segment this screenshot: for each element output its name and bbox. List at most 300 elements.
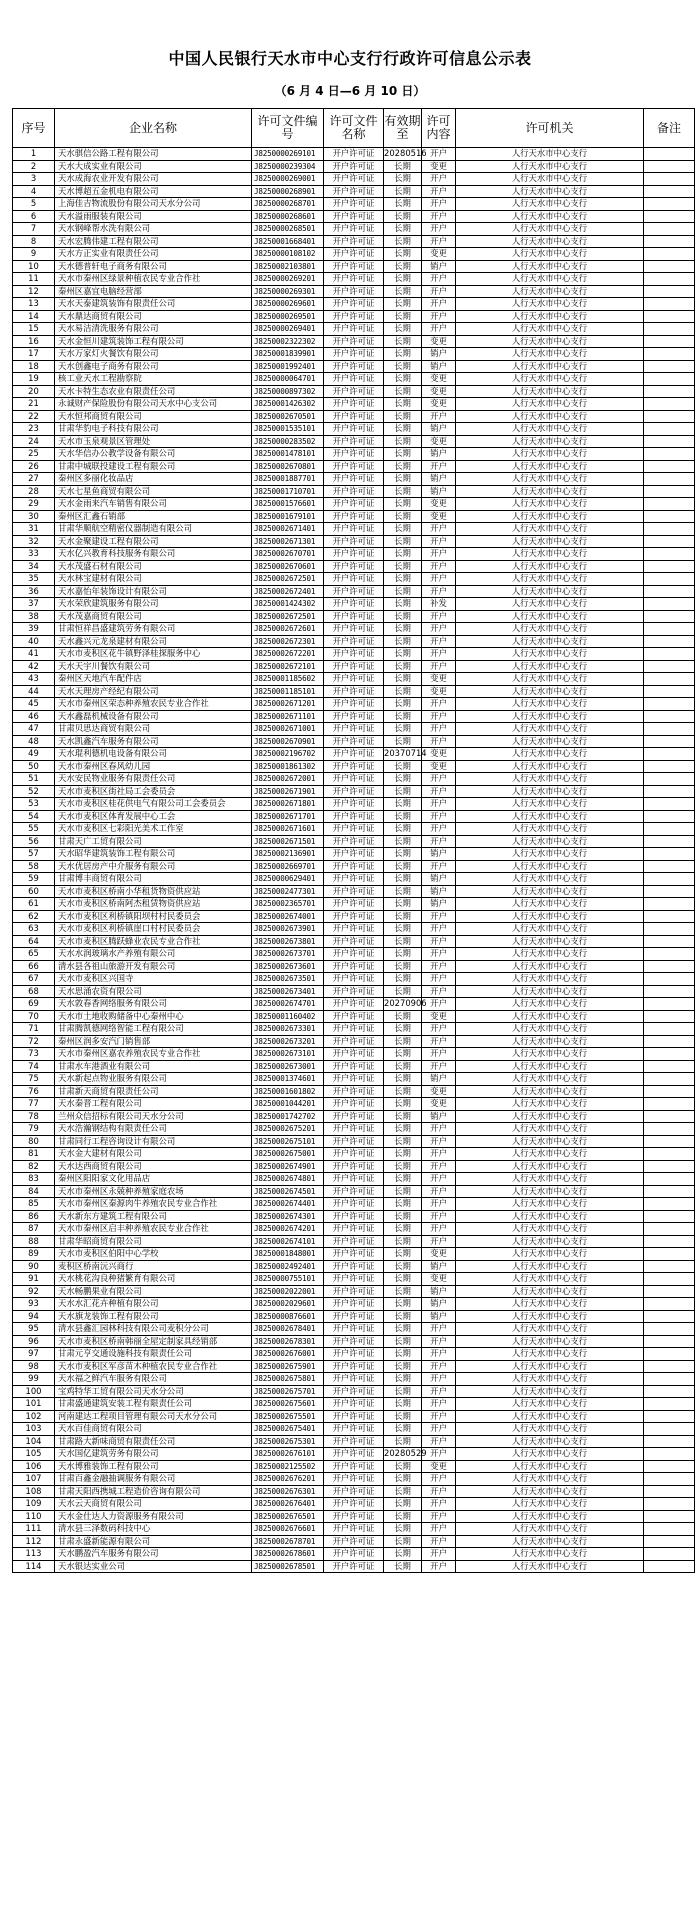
- row-company: 天水宏腾伟建工程有限公司: [55, 235, 252, 248]
- row-remark: [644, 1123, 695, 1136]
- row-company: 兰州众信招标有限公司天水分公司: [55, 1110, 252, 1123]
- row-seq: 24: [13, 435, 55, 448]
- row-seq: 10: [13, 260, 55, 273]
- table-row: [13, 748, 695, 761]
- row-permit-name: 开户许可证: [324, 1398, 384, 1411]
- table-row: [13, 985, 695, 998]
- row-remark: [644, 1210, 695, 1223]
- row-authority: 人行天水市中心支行: [456, 1135, 644, 1148]
- row-remark: [644, 1285, 695, 1298]
- table-row: [13, 835, 695, 848]
- row-valid-until: 长期: [384, 1160, 422, 1173]
- table-row: [13, 623, 695, 636]
- row-seq: 8: [13, 235, 55, 248]
- row-valid-until: 长期: [384, 1473, 422, 1486]
- row-authority: 人行天水市中心支行: [456, 1035, 644, 1048]
- row-company: 天水溢雨服装有限公司: [55, 210, 252, 223]
- row-permit-number: J8250002672601: [252, 623, 324, 636]
- row-company: 天水市秦州区春风幼儿园: [55, 760, 252, 773]
- table-row: [13, 1560, 695, 1573]
- table-row: [13, 935, 695, 948]
- row-authority: 人行天水市中心支行: [456, 1373, 644, 1386]
- row-authority: 人行天水市中心支行: [456, 1523, 644, 1536]
- row-permit-number: J8250001992401: [252, 360, 324, 373]
- row-remark: [644, 448, 695, 461]
- row-permit-content: 开户: [422, 1048, 456, 1061]
- row-permit-content: 开户: [422, 1423, 456, 1436]
- row-permit-content: 开户: [422, 298, 456, 311]
- row-valid-until: 长期: [384, 210, 422, 223]
- row-permit-name: 开户许可证: [324, 1023, 384, 1036]
- row-seq: 47: [13, 723, 55, 736]
- row-permit-name: 开户许可证: [324, 873, 384, 886]
- row-remark: [644, 1373, 695, 1386]
- row-company: 天水市秦州区秦源肉牛养殖农民专业合作社: [55, 1198, 252, 1211]
- row-permit-content: 销户: [422, 898, 456, 911]
- row-permit-content: 开户: [422, 910, 456, 923]
- row-company: 宝鸡特华工贸有限公司天水分公司: [55, 1385, 252, 1398]
- row-permit-name: 开户许可证: [324, 698, 384, 711]
- row-permit-number: J8250002678501: [252, 1560, 324, 1573]
- row-seq: 60: [13, 885, 55, 898]
- table-row: [13, 185, 695, 198]
- row-company: 核工业天水工程勘察院: [55, 373, 252, 386]
- row-remark: [644, 1010, 695, 1023]
- row-valid-until: 长期: [384, 323, 422, 336]
- row-permit-content: 开户: [422, 1135, 456, 1148]
- row-company: 天水市秦州区绿景种植农民专业合作社: [55, 273, 252, 286]
- row-permit-name: 开户许可证: [324, 1260, 384, 1273]
- row-permit-content: 开户: [422, 235, 456, 248]
- row-valid-until: 长期: [384, 673, 422, 686]
- table-row: [13, 298, 695, 311]
- row-permit-name: 开户许可证: [324, 585, 384, 598]
- row-permit-content: 变更: [422, 385, 456, 398]
- row-permit-name: 开户许可证: [324, 960, 384, 973]
- row-company: 天水金恒川建筑装饰工程有限公司: [55, 335, 252, 348]
- row-authority: 人行天水市中心支行: [456, 248, 644, 261]
- row-company: 天水市秦州区永兢种养殖家庭农场: [55, 1185, 252, 1198]
- row-permit-content: 变更: [422, 1098, 456, 1111]
- table-row: [13, 473, 695, 486]
- row-remark: [644, 560, 695, 573]
- row-authority: 人行天水市中心支行: [456, 798, 644, 811]
- row-permit-number: J8250002674701: [252, 998, 324, 1011]
- row-authority: 人行天水市中心支行: [456, 610, 644, 623]
- row-permit-number: J8250002674501: [252, 1185, 324, 1198]
- row-permit-name: 开户许可证: [324, 1098, 384, 1111]
- row-authority: 人行天水市中心支行: [456, 523, 644, 536]
- row-valid-until: 长期: [384, 1498, 422, 1511]
- row-permit-number: J8250000268501: [252, 223, 324, 236]
- row-authority: 人行天水市中心支行: [456, 860, 644, 873]
- table-row: [13, 460, 695, 473]
- row-company: 天水市麦积区伯阳中心学校: [55, 1248, 252, 1261]
- row-seq: 55: [13, 823, 55, 836]
- row-permit-number: J8250002676601: [252, 1523, 324, 1536]
- row-authority: 人行天水市中心支行: [456, 348, 644, 361]
- row-permit-number: J8250002678301: [252, 1335, 324, 1348]
- row-authority: 人行天水市中心支行: [456, 1298, 644, 1311]
- row-remark: [644, 1173, 695, 1186]
- row-remark: [644, 860, 695, 873]
- row-permit-name: 开户许可证: [324, 860, 384, 873]
- row-remark: [644, 1410, 695, 1423]
- row-remark: [644, 1385, 695, 1398]
- row-seq: 9: [13, 248, 55, 261]
- row-remark: [644, 648, 695, 661]
- header-authority: 许可机关: [456, 109, 644, 148]
- row-authority: 人行天水市中心支行: [456, 323, 644, 336]
- row-permit-content: 开户: [422, 173, 456, 186]
- row-permit-content: 开户: [422, 648, 456, 661]
- row-company: 甘肃天阳西携城工程造价咨询有限公司: [55, 1485, 252, 1498]
- table-row: [13, 798, 695, 811]
- row-permit-number: J8250002676401: [252, 1498, 324, 1511]
- row-valid-until: 长期: [384, 285, 422, 298]
- row-permit-content: 变更: [422, 673, 456, 686]
- row-valid-until: 长期: [384, 1485, 422, 1498]
- row-permit-content: 开户: [422, 1535, 456, 1548]
- row-company: 天水林宝建材有限公司: [55, 573, 252, 586]
- row-permit-name: 开户许可证: [324, 785, 384, 798]
- row-permit-number: J8250002672301: [252, 635, 324, 648]
- row-company: 天水嘉怡年装饰设计有限公司: [55, 585, 252, 598]
- row-remark: [644, 873, 695, 886]
- row-company: 天水市麦积区桥南韩丽全屋定制家具经销部: [55, 1335, 252, 1348]
- row-remark: [644, 435, 695, 448]
- row-valid-until: 长期: [384, 923, 422, 936]
- row-permit-content: 开户: [422, 535, 456, 548]
- row-authority: 人行天水市中心支行: [456, 635, 644, 648]
- row-valid-until: 长期: [384, 423, 422, 436]
- row-permit-number: J8250002673801: [252, 935, 324, 948]
- row-permit-number: J8250002322302: [252, 335, 324, 348]
- row-permit-number: J8250002674901: [252, 1160, 324, 1173]
- row-valid-until: 长期: [384, 798, 422, 811]
- row-remark: [644, 335, 695, 348]
- row-valid-until: 长期: [384, 1035, 422, 1048]
- row-permit-number: J8250002672401: [252, 585, 324, 598]
- row-company: 天水钢峰帮水洗有限公司: [55, 223, 252, 236]
- row-permit-number: J8250002671201: [252, 698, 324, 711]
- row-remark: [644, 1348, 695, 1361]
- row-remark: [644, 748, 695, 761]
- row-company: 秦州区阳阳家文化用品店: [55, 1173, 252, 1186]
- row-permit-number: J8250001426302: [252, 398, 324, 411]
- row-company: 天水畅鹏果业有限公司: [55, 1285, 252, 1298]
- row-permit-number: J8250002673501: [252, 973, 324, 986]
- row-permit-content: 开户: [422, 1360, 456, 1373]
- row-permit-name: 开户许可证: [324, 660, 384, 673]
- row-permit-number: J8250002125502: [252, 1460, 324, 1473]
- row-permit-name: 开户许可证: [324, 1085, 384, 1098]
- row-authority: 人行天水市中心支行: [456, 1023, 644, 1036]
- row-company: 天水市土地收购储备中心秦州中心: [55, 1010, 252, 1023]
- row-permit-name: 开户许可证: [324, 1160, 384, 1173]
- row-permit-number: J8250002673201: [252, 1035, 324, 1048]
- row-remark: [644, 260, 695, 273]
- row-authority: 人行天水市中心支行: [456, 298, 644, 311]
- table-row: [13, 1060, 695, 1073]
- row-company: 秦州区多丽化妆品店: [55, 473, 252, 486]
- row-permit-name: 开户许可证: [324, 748, 384, 761]
- row-permit-number: J8250002676001: [252, 1348, 324, 1361]
- table-row: [13, 1423, 695, 1436]
- row-remark: [644, 1085, 695, 1098]
- row-seq: 95: [13, 1323, 55, 1336]
- table-row: [13, 673, 695, 686]
- row-company: 天水市麦积区花牛镇野泽桂探服务中心: [55, 648, 252, 661]
- row-valid-until: 长期: [384, 310, 422, 323]
- row-remark: [644, 1198, 695, 1211]
- table-row: [13, 435, 695, 448]
- row-permit-number: J8250002670601: [252, 560, 324, 573]
- row-valid-until: 长期: [384, 198, 422, 211]
- table-row: [13, 848, 695, 861]
- row-permit-content: 开户: [422, 948, 456, 961]
- row-authority: 人行天水市中心支行: [456, 1185, 644, 1198]
- row-permit-number: J8250002492401: [252, 1260, 324, 1273]
- row-company: 天水金聚建设工程有限公司: [55, 535, 252, 548]
- row-company: 天水市麦积区桥南小华租货物资供应站: [55, 885, 252, 898]
- row-permit-name: 开户许可证: [324, 348, 384, 361]
- row-company: 天水市麦积区腾跃蜂业农民专业合作社: [55, 935, 252, 948]
- row-permit-name: 开户许可证: [324, 1523, 384, 1536]
- row-permit-name: 开户许可证: [324, 910, 384, 923]
- row-seq: 58: [13, 860, 55, 873]
- row-permit-name: 开户许可证: [324, 1385, 384, 1398]
- row-seq: 64: [13, 935, 55, 948]
- row-permit-content: 销户: [422, 885, 456, 898]
- row-seq: 102: [13, 1410, 55, 1423]
- row-permit-name: 开户许可证: [324, 1448, 384, 1461]
- row-company: 清水县三泽数码科技中心: [55, 1523, 252, 1536]
- row-permit-name: 开户许可证: [324, 773, 384, 786]
- row-remark: [644, 973, 695, 986]
- row-permit-content: 开户: [422, 1235, 456, 1248]
- table-row: [13, 1335, 695, 1348]
- row-permit-content: 开户: [422, 223, 456, 236]
- row-permit-number: J8250002674801: [252, 1173, 324, 1186]
- row-authority: 人行天水市中心支行: [456, 1198, 644, 1211]
- row-permit-content: 开户: [422, 1123, 456, 1136]
- row-company: 天水创鑫电子商务有限公司: [55, 360, 252, 373]
- row-authority: 人行天水市中心支行: [456, 810, 644, 823]
- table-row: [13, 535, 695, 548]
- row-remark: [644, 1548, 695, 1561]
- row-permit-content: 变更: [422, 510, 456, 523]
- table-row: [13, 723, 695, 736]
- row-permit-name: 开户许可证: [324, 948, 384, 961]
- row-permit-name: 开户许可证: [324, 198, 384, 211]
- row-valid-until: 长期: [384, 760, 422, 773]
- row-permit-content: 变更: [422, 1460, 456, 1473]
- row-permit-content: 开户: [422, 923, 456, 936]
- table-row: [13, 598, 695, 611]
- row-authority: 人行天水市中心支行: [456, 1410, 644, 1423]
- row-company: 甘肃华昭商贸有限公司: [55, 1235, 252, 1248]
- row-seq: 61: [13, 898, 55, 911]
- row-remark: [644, 185, 695, 198]
- row-permit-content: 开户: [422, 998, 456, 1011]
- row-permit-number: J8250002672001: [252, 773, 324, 786]
- row-authority: 人行天水市中心支行: [456, 885, 644, 898]
- row-authority: 人行天水市中心支行: [456, 873, 644, 886]
- row-valid-until: 长期: [384, 898, 422, 911]
- row-remark: [644, 298, 695, 311]
- row-seq: 35: [13, 573, 55, 586]
- row-seq: 85: [13, 1198, 55, 1211]
- row-permit-number: J8250002675801: [252, 1373, 324, 1386]
- row-remark: [644, 1510, 695, 1523]
- row-valid-until: 长期: [384, 373, 422, 386]
- row-authority: 人行天水市中心支行: [456, 960, 644, 973]
- row-remark: [644, 198, 695, 211]
- row-remark: [644, 1323, 695, 1336]
- row-permit-name: 开户许可证: [324, 1435, 384, 1448]
- row-permit-content: 变更: [422, 335, 456, 348]
- row-valid-until: 长期: [384, 598, 422, 611]
- row-remark: [644, 323, 695, 336]
- row-permit-number: J8250002676501: [252, 1510, 324, 1523]
- row-valid-until: 长期: [384, 1548, 422, 1561]
- row-authority: 人行天水市中心支行: [456, 448, 644, 461]
- row-valid-until: 长期: [384, 1535, 422, 1548]
- row-permit-name: 开户许可证: [324, 1360, 384, 1373]
- table-row: [13, 348, 695, 361]
- row-permit-content: 销户: [422, 360, 456, 373]
- row-permit-name: 开户许可证: [324, 548, 384, 561]
- row-valid-until: 长期: [384, 535, 422, 548]
- row-authority: 人行天水市中心支行: [456, 435, 644, 448]
- row-permit-content: 开户: [422, 1335, 456, 1348]
- row-remark: [644, 1185, 695, 1198]
- row-permit-name: 开户许可证: [324, 1223, 384, 1236]
- row-permit-number: J8250001374601: [252, 1073, 324, 1086]
- row-authority: 人行天水市中心支行: [456, 573, 644, 586]
- row-seq: 70: [13, 1010, 55, 1023]
- row-permit-number: J8250001424302: [252, 598, 324, 611]
- row-remark: [644, 148, 695, 161]
- row-authority: 人行天水市中心支行: [456, 1148, 644, 1161]
- row-remark: [644, 785, 695, 798]
- table-row: [13, 1398, 695, 1411]
- row-permit-number: J8250002675701: [252, 1385, 324, 1398]
- row-company: 天水德普轩电子商务有限公司: [55, 260, 252, 273]
- row-valid-until: 长期: [384, 1410, 422, 1423]
- row-remark: [644, 798, 695, 811]
- row-permit-number: J8250002673401: [252, 985, 324, 998]
- row-permit-content: 开户: [422, 198, 456, 211]
- row-remark: [644, 823, 695, 836]
- row-permit-number: J8250001887701: [252, 473, 324, 486]
- row-authority: 人行天水市中心支行: [456, 748, 644, 761]
- row-company: 天水大成实业有限公司: [55, 160, 252, 173]
- table-row: [13, 1523, 695, 1536]
- row-valid-until: 长期: [384, 648, 422, 661]
- row-permit-number: J8250002674201: [252, 1223, 324, 1236]
- row-seq: 25: [13, 448, 55, 461]
- row-authority: 人行天水市中心支行: [456, 1048, 644, 1061]
- row-permit-content: 开户: [422, 1510, 456, 1523]
- row-permit-content: 开户: [422, 1060, 456, 1073]
- row-authority: 人行天水市中心支行: [456, 1435, 644, 1448]
- row-seq: 46: [13, 710, 55, 723]
- row-valid-until: 长期: [384, 448, 422, 461]
- row-company: 天水恒邦商贸有限公司: [55, 410, 252, 423]
- permit-table: [12, 108, 695, 1573]
- row-seq: 45: [13, 698, 55, 711]
- row-company: 天水市麦积区兴国寺: [55, 973, 252, 986]
- row-seq: 31: [13, 523, 55, 536]
- row-company: 天水华信办公教学设备有限公司: [55, 448, 252, 461]
- row-permit-name: 开户许可证: [324, 273, 384, 286]
- row-seq: 32: [13, 535, 55, 548]
- row-seq: 3: [13, 173, 55, 186]
- row-valid-until: 长期: [384, 1048, 422, 1061]
- row-valid-until: 长期: [384, 773, 422, 786]
- row-company: 甘肃同行工程咨询设计有限公司: [55, 1135, 252, 1148]
- row-seq: 11: [13, 273, 55, 286]
- row-valid-until: 长期: [384, 885, 422, 898]
- table-row: [13, 1173, 695, 1186]
- row-valid-until: 长期: [384, 1023, 422, 1036]
- row-permit-name: 开户许可证: [324, 923, 384, 936]
- row-permit-content: 变更: [422, 248, 456, 261]
- row-remark: [644, 535, 695, 548]
- row-valid-until: 长期: [384, 1185, 422, 1198]
- row-permit-number: J8250001601802: [252, 1085, 324, 1098]
- table-row: [13, 698, 695, 711]
- row-company: 天水达西商贸有限公司: [55, 1160, 252, 1173]
- row-seq: 34: [13, 560, 55, 573]
- row-permit-content: 开户: [422, 723, 456, 736]
- row-authority: 人行天水市中心支行: [456, 1548, 644, 1561]
- row-authority: 人行天水市中心支行: [456, 598, 644, 611]
- row-permit-name: 开户许可证: [324, 535, 384, 548]
- row-permit-content: 开户: [422, 960, 456, 973]
- row-seq: 53: [13, 798, 55, 811]
- row-company: 天水方正实业有限责任公司: [55, 248, 252, 261]
- table-row: [13, 735, 695, 748]
- row-valid-until: 长期: [384, 935, 422, 948]
- table-row: [13, 1185, 695, 1198]
- row-permit-name: 开户许可证: [324, 310, 384, 323]
- row-permit-number: J8250001679101: [252, 510, 324, 523]
- row-company: 天水鑫磊机械设备有限公司: [55, 710, 252, 723]
- row-permit-name: 开户许可证: [324, 185, 384, 198]
- row-remark: [644, 1060, 695, 1073]
- row-permit-number: J8250000269201: [252, 273, 324, 286]
- row-permit-number: J8250002670901: [252, 735, 324, 748]
- row-authority: 人行天水市中心支行: [456, 1385, 644, 1398]
- table-row: [13, 635, 695, 648]
- row-company: 天水茂嘉商贸有限公司: [55, 610, 252, 623]
- row-permit-number: J8250002673701: [252, 948, 324, 961]
- row-authority: 人行天水市中心支行: [456, 560, 644, 573]
- row-authority: 人行天水市中心支行: [456, 335, 644, 348]
- row-permit-name: 开户许可证: [324, 798, 384, 811]
- row-valid-until: 长期: [384, 1360, 422, 1373]
- row-company: 秦州区润多安汽门销售部: [55, 1035, 252, 1048]
- row-valid-until: 长期: [384, 1123, 422, 1136]
- row-permit-content: 开户: [422, 1348, 456, 1361]
- row-seq: 83: [13, 1173, 55, 1186]
- row-permit-name: 开户许可证: [324, 673, 384, 686]
- row-valid-until: 长期: [384, 698, 422, 711]
- row-company: 天水市麦积区桥南阿杰租赁物资供应站: [55, 898, 252, 911]
